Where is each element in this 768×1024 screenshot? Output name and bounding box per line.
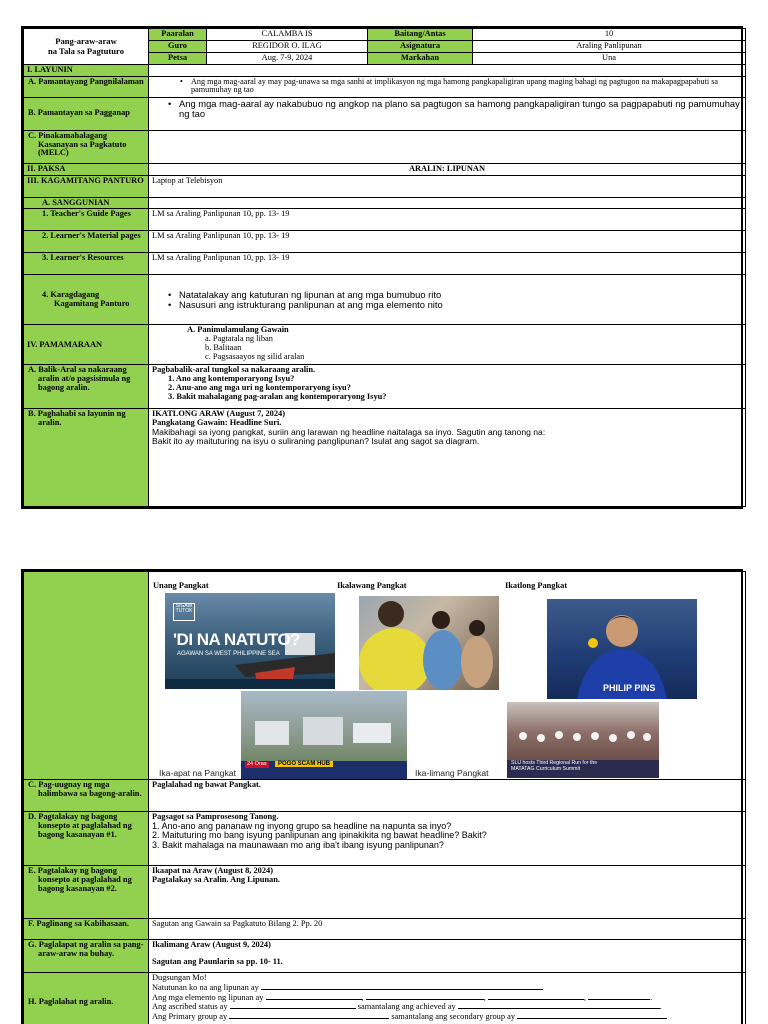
paglalapat-cell — [149, 940, 746, 973]
guro-label: Guro — [149, 41, 207, 53]
group2-label: Ikalawang Pangkat — [337, 581, 407, 590]
layunin-heading: I. LAYUNIN — [24, 65, 149, 77]
paglalahat-prompt: Natutunan ko na ang lipunan ay — [152, 982, 259, 992]
pamprosesong-tanong-item: 3. Bakit mahalaga na maunawaan mo ang iba't ibang isyung panlipunan? — [152, 839, 444, 850]
lesson-plan-table-2 — [23, 571, 746, 1024]
teachers-guide-value: LM sa Araling Panlipunan 10, pp. 13- 19 — [149, 209, 746, 231]
paglalapat-label: G. Paglalapat ng aralin sa pang-araw-araw na buhay. — [24, 940, 149, 973]
blank-line — [517, 1012, 667, 1019]
learners-material-label: 2. Learner's Material pages — [24, 231, 149, 253]
pangkatang-gawain: Pangkatang Gawain: Headline Suri. — [152, 418, 282, 428]
lesson-plan-page-1 — [21, 26, 743, 509]
paglalahat-label: H. Paglalahat ng aralin. — [24, 973, 149, 1024]
paglalahat-cell — [149, 973, 746, 1024]
headline-photo-wps — [165, 593, 335, 689]
summit-caption — [511, 761, 597, 772]
paghahabi-question: Bakit ito ay maituturing na isyu o suliraning panglipunan? Isulat ang sagot sa diagram. — [152, 436, 480, 447]
ikalimang-araw-heading: Ikalimang Araw (August 9, 2024) — [152, 940, 271, 949]
pagtalakay-1-cell — [149, 812, 746, 866]
kagamitan-value: Laptop at Telebisyon — [149, 175, 746, 197]
headline-photo-crowd — [359, 596, 499, 690]
markahan-label: Markahan — [368, 53, 473, 65]
baitang-label: Baitang/Antas — [368, 29, 473, 41]
sigaw-tutok-badge: SIGAW TUTOK — [173, 603, 195, 621]
pamprosesong-tanong-title: Pagsagot sa Pamprosesong Tanong. — [152, 812, 279, 821]
dugsungan-title: Dugsungan Mo! — [152, 973, 207, 982]
learners-material-value: LM sa Araling Panlipunan 10, pp. 13- 19 — [149, 231, 746, 253]
blank-line — [588, 993, 650, 1000]
paglalahat-line — [152, 983, 742, 993]
blank-line — [488, 993, 584, 1000]
markahan-value: Una — [473, 53, 746, 65]
paglinang-value: Sagutan ang Gawain sa Pagkatuto Bilang 2. Pp. 20 — [149, 919, 746, 940]
petsa-value: Aug. 7-9, 2024 — [207, 53, 368, 65]
balik-aral-title: Pagbabalik-aral tungkol sa nakaraang aralin. — [152, 365, 316, 375]
ikaapat-araw-heading: Ikaapat na Araw (August 8, 2024) — [152, 866, 273, 875]
pogo-banner-text: POGO SCAM HUB — [275, 761, 333, 767]
paglalahat-prompt: Ang ascribed status ay — [152, 1002, 228, 1012]
pagtalakay-2-label: E. Pagtalakay ng bagong konsepto at paglalahad ng bagong kasanayan #2. — [24, 866, 149, 919]
balik-aral-cell — [149, 365, 746, 409]
pagtalakay-2-cell — [149, 866, 746, 919]
paghahabi-cell — [149, 409, 746, 507]
headline-photo-pogo — [241, 691, 407, 779]
blank-line — [266, 993, 362, 1000]
athlete-shirt-text: PHILIP PINS — [603, 683, 656, 693]
crowd-people-icon — [359, 596, 499, 690]
paaralan-label: Paaralan — [149, 29, 207, 41]
paglalahat-prompt: Ang Primary group ay — [152, 1012, 228, 1022]
paglalahat-line — [152, 1012, 742, 1022]
pamamaraan-heading: IV. PAMAMARAAN — [24, 325, 149, 365]
plan-title-line2: na Tala sa Pagtuturo — [47, 45, 124, 56]
lesson-plan-table-1 — [23, 28, 746, 507]
teachers-guide-label: 1. Teacher's Guide Pages — [24, 209, 149, 231]
headline-photo-summit — [507, 702, 659, 778]
pamprosesong-tanong-item: 2. Maituturing mo bang isyung panlipunan ang ipinakikita ng bawat headline? Bakit? — [152, 830, 487, 841]
group4-label: Ika-apat na Pangkat — [159, 768, 236, 778]
balik-aral-item: 3. Bakit mahalagang pag-aralan ang kontemporaryong Isyu? — [168, 391, 387, 401]
paglalahat-prompt: samantalang ang secondary group ay — [391, 1012, 516, 1022]
headline-photo-athlete — [547, 599, 697, 699]
pag-uugnay-label: C. Pag-uugnay ng mga halimbawa sa bagong-aralin. — [24, 780, 149, 812]
paksa-heading: II. PAKSA — [24, 163, 149, 175]
headline-images-cell — [149, 572, 746, 780]
panimula-cell — [149, 325, 746, 365]
pamantayan-sa-pagganap-label: B. Pamantayan sa Pagganap — [24, 97, 149, 130]
panimula-title: A. Panimulamulang Gawain — [187, 325, 289, 335]
paaralan-value: CALAMBA IS — [207, 29, 368, 41]
pamantayang-pangnilalaman-text: • Ang mga mag-aaral ay may pag-unawa sa mga sanhi at implikasyon ng mga hamong pangkapaligiran upang maging bahagi ng pagtugon na makapagpapabuti sa pamumuhay ng tao — [177, 78, 742, 95]
panimula-item: c. Pagsasaayos ng silid aralan — [205, 351, 305, 361]
blank-line — [366, 993, 484, 1000]
ikatlong-araw-heading: IKATLONG ARAW (August 7, 2024) — [152, 409, 286, 419]
asignatura-label: Asignatura — [368, 41, 473, 53]
pamantayang-pangnilalaman-cell — [149, 76, 746, 97]
paglalahat-prompt: Ang mga elemento ng lipunan ay — [152, 992, 264, 1002]
kagamitan-heading: III. KAGAMITANG PANTURO — [24, 175, 149, 197]
pogo-news-tag: 24 Oras — [247, 761, 267, 767]
pamprosesong-tanong-item: 1. Ano-ano ang pananaw ng inyong grupo sa headline na napunta sa inyo? — [152, 820, 452, 831]
blank-line — [261, 983, 543, 990]
karagdagang-kagamitan-label: 4. Karagdagang Kagamitang Panturo — [24, 275, 149, 325]
balik-aral-item: 2. Anu-ano ang mga uri ng kontemporaryong isyu? — [168, 383, 351, 393]
balik-aral-label: A. Balik-Aral sa nakaraang aralin at/o pagsisimula ng bagong aralin. — [24, 365, 149, 409]
balik-aral-item: 1. Ano ang kontemporaryong Isyu? — [168, 374, 295, 384]
melc-value — [149, 130, 746, 163]
group3-label: Ikatlong Pangkat — [505, 581, 568, 590]
wps-headline-text: 'DI NA NATUTO? — [173, 630, 301, 649]
paunlarin-text: Sagutan ang Paunlarin sa pp. 10- 11. — [152, 956, 283, 966]
pamantayan-sa-pagganap-text: • Ang mga mag-aaral ay nakabubuo ng angkop na plano sa pagtugon sa hamong pangkapaligiran tungo sa pagpapabuti ng pamumuhay ng tao — [165, 99, 742, 119]
petsa-label: Petsa — [149, 53, 207, 65]
pamantayang-pangnilalaman-label: A. Pamantayang Pangnilalaman — [24, 76, 149, 97]
karagdagan-bullet: • Natatalakay ang katuturan ng lipunan at ang mga bumubuo rito — [165, 290, 742, 300]
guro-value: REGIDOR O. ILAG — [207, 41, 368, 53]
lesson-plan-page-2 — [21, 569, 743, 1024]
pagtalakay-1-label: D. Pagtalakay ng bagong konsepto at paglalahad ng bagong kasanayan #1. — [24, 812, 149, 866]
paksa-value: ARALIN: LIPUNAN — [149, 163, 746, 175]
summit-caption-line1: SLU hosts Third Regional Run for the — [511, 760, 598, 766]
paghahabi-instruction: Makibahagi sa iyong pangkat, suriin ang larawan ng headline naitalaga sa inyo. Sagutin ang tanong na: — [152, 427, 546, 438]
panimula-item: a. Pagtatala ng liban — [205, 334, 273, 344]
paglalahat-line: Ang mga elemento ng lipunan ay , , , . — [152, 992, 653, 1002]
karagdagan-bullet: • Nasusuri ang istrukturang panlipunan at ang mga elemento nito — [165, 300, 742, 310]
learners-resources-value: LM sa Araling Panlipunan 10, pp. 13- 19 — [149, 253, 746, 275]
group5-label: Ika-limang Pangkat — [415, 768, 489, 778]
pagtalakay-aralin: Pagtalakay sa Aralin. Ang Lipunan. — [152, 874, 280, 884]
panimula-item: b. Balitaan — [205, 343, 242, 353]
wps-subheadline-text: AGAWAN SA WEST PHILIPPINE SEA — [177, 651, 280, 657]
paglalahat-line: Ang ascribed status ay samantalang ang achieved ay . — [152, 1002, 662, 1012]
baitang-value: 10 — [473, 29, 746, 41]
melc-label: C. Pinakamahalagang Kasanayan sa Pagkatuto (MELC) — [24, 130, 149, 163]
asignatura-value: Araling Panlipunan — [473, 41, 746, 53]
paghahabi-label: B. Paghahabi sa layunin ng aralin. — [24, 409, 149, 507]
paglinang-label: F. Paglinang sa Kabihasaan. — [24, 919, 149, 940]
learners-resources-label: 3. Learner's Resources — [24, 253, 149, 275]
plan-title-line1: Pang-araw-araw — [55, 36, 117, 47]
sanggunian-label: A. SANGGUNIAN — [24, 197, 149, 209]
pag-uugnay-value: Paglalahad ng bawat Pangkat. — [149, 780, 746, 812]
group1-label: Unang Pangkat — [153, 581, 209, 590]
plan-title — [24, 29, 149, 65]
pamantayan-sa-pagganap-cell — [149, 97, 746, 130]
karagdagang-kagamitan-cell — [149, 275, 746, 325]
paglalahat-prompt: samantalang ang achieved ay — [357, 1002, 456, 1012]
blank-line — [229, 1012, 389, 1019]
summit-caption-line2: MATATAG Curriculum Summit — [511, 765, 581, 772]
blank-line — [458, 1002, 660, 1009]
blank-line — [230, 1002, 356, 1009]
